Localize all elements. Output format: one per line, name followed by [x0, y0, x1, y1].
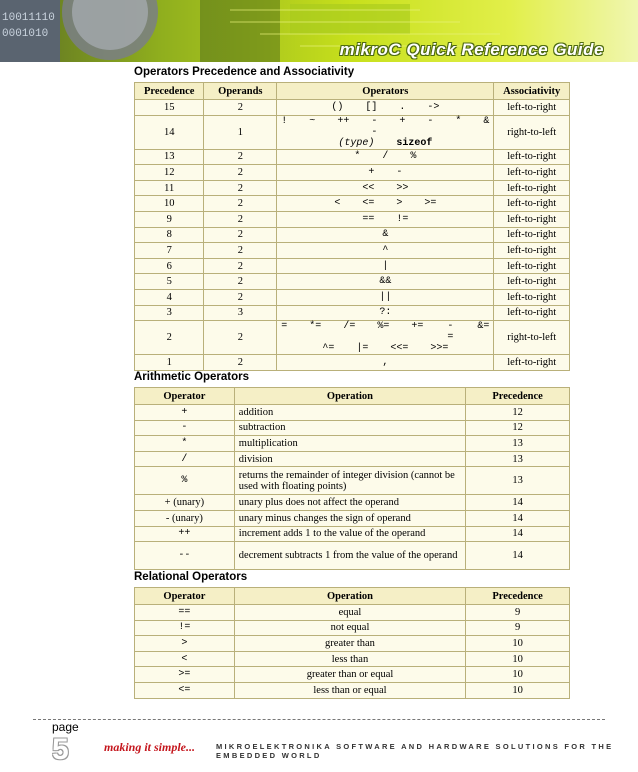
relational-table [134, 587, 570, 699]
table-row [135, 227, 570, 243]
operator-cell: % [135, 467, 235, 495]
operators-cell [277, 211, 494, 227]
operators-cell [277, 289, 494, 305]
operator-token: << [362, 182, 375, 194]
page-label: page [52, 720, 79, 734]
operator-line [281, 183, 489, 194]
operands-cell: 2 [204, 149, 277, 165]
operator-cell: != [135, 620, 235, 636]
operation-cell: not equal [234, 620, 465, 636]
precedence-cell: 12 [466, 405, 570, 421]
table-row [135, 636, 570, 652]
arithmetic-section-title: Arithmetic Operators [134, 371, 250, 383]
operands-cell: 1 [204, 115, 277, 149]
table-row [135, 605, 570, 621]
arithmetic-table [134, 387, 570, 570]
precedence-cell: 14 [466, 526, 570, 542]
table-header-row [135, 83, 570, 100]
operator-token: - [427, 115, 434, 127]
precedence-cell: 7 [135, 243, 204, 259]
operator-line [281, 276, 489, 287]
associativity-cell: left-to-right [494, 100, 570, 116]
operators-cell [277, 355, 494, 371]
precedence-cell: 10 [135, 196, 204, 212]
table-row [135, 258, 570, 274]
operator-token: + [368, 166, 375, 178]
column-header: Precedence [466, 388, 570, 405]
table-row [135, 436, 570, 452]
svg-text:0001010: 0001010 [2, 28, 49, 40]
table-row [135, 467, 570, 495]
precedence-cell: 10 [466, 636, 570, 652]
operator-line [281, 307, 489, 318]
operator-line [281, 261, 489, 272]
precedence-cell: 14 [466, 542, 570, 570]
table-row [135, 667, 570, 683]
operator-token: & [483, 115, 490, 127]
column-header: Precedence [466, 588, 570, 605]
operands-cell: 2 [204, 100, 277, 116]
operator-token: /= [343, 321, 356, 333]
table-row [135, 243, 570, 259]
operator-token: * [455, 115, 462, 127]
column-header: Operands [204, 83, 277, 100]
operator-token: ~ [309, 115, 316, 127]
operators-cell [277, 305, 494, 321]
operators-cell [277, 227, 494, 243]
table-row [135, 651, 570, 667]
operator-token: | [382, 260, 389, 272]
operation-cell: greater than [234, 636, 465, 652]
associativity-cell: left-to-right [494, 243, 570, 259]
table-row [135, 495, 570, 511]
operation-cell: subtraction [234, 420, 465, 436]
table-header-row [135, 588, 570, 605]
operator-cell: == [135, 605, 235, 621]
operator-token: () [331, 101, 344, 113]
precedence-cell: 14 [135, 115, 204, 149]
table-row [135, 211, 570, 227]
operation-cell: unary plus does not affect the operand [234, 495, 465, 511]
precedence-cell: 13 [466, 436, 570, 452]
table-row [135, 542, 570, 570]
operator-token: ^= [322, 343, 335, 355]
column-header: Operators [277, 83, 494, 100]
precedence-cell: 13 [135, 149, 204, 165]
operation-cell: increment adds 1 to the value of the operand [234, 526, 465, 542]
associativity-cell: right-to-left [494, 115, 570, 149]
operation-cell: multiplication [234, 436, 465, 452]
precedence-cell: 9 [466, 620, 570, 636]
svg-text:10011110: 10011110 [2, 12, 55, 24]
operator-token: + [399, 115, 406, 127]
operator-cell: - [135, 420, 235, 436]
operator-token: == [362, 213, 375, 225]
header-banner [0, 0, 638, 62]
operator-line [281, 138, 489, 149]
operator-token: , [382, 356, 389, 368]
associativity-cell: left-to-right [494, 274, 570, 290]
operators-cell [277, 165, 494, 181]
operation-cell: unary minus changes the sign of operand [234, 510, 465, 526]
operation-cell: decrement subtracts 1 from the value of the operand [234, 542, 465, 570]
table-header-row [135, 388, 570, 405]
precedence-cell: 3 [135, 305, 204, 321]
operator-token: -= [447, 321, 454, 344]
operator-token: -> [427, 101, 440, 113]
column-header: Operation [234, 388, 465, 405]
operator-token: sizeof [396, 137, 433, 149]
associativity-cell: left-to-right [494, 149, 570, 165]
operator-line [281, 102, 489, 113]
table-row [135, 165, 570, 181]
operators-cell [277, 274, 494, 290]
operands-cell: 2 [204, 258, 277, 274]
operator-line [281, 343, 489, 354]
associativity-cell: left-to-right [494, 180, 570, 196]
operation-cell: returns the remainder of integer division (cannot be used with floating points) [234, 467, 465, 495]
operands-cell: 2 [204, 180, 277, 196]
operator-line [281, 214, 489, 225]
operator-token: &= [477, 321, 490, 333]
table-row [135, 180, 570, 196]
operator-token: <= [362, 198, 375, 210]
operator-token: * [354, 151, 361, 163]
precedence-cell: 5 [135, 274, 204, 290]
associativity-cell: left-to-right [494, 305, 570, 321]
operator-token: [] [365, 101, 378, 113]
table-row [135, 405, 570, 421]
operation-cell: greater than or equal [234, 667, 465, 683]
operator-line [281, 151, 489, 162]
operator-token: += [411, 321, 424, 333]
operator-token: |= [356, 343, 369, 355]
precedence-cell: 15 [135, 100, 204, 116]
associativity-cell: left-to-right [494, 355, 570, 371]
precedence-cell: 10 [466, 667, 570, 683]
operator-cell: - (unary) [135, 510, 235, 526]
operands-cell: 2 [204, 211, 277, 227]
precedence-cell: 6 [135, 258, 204, 274]
table-row [135, 420, 570, 436]
precedence-cell: 12 [466, 420, 570, 436]
operator-line [281, 292, 489, 303]
table-row [135, 115, 570, 149]
operator-cell: + [135, 405, 235, 421]
operator-token: = [281, 321, 288, 333]
operator-token: ?: [379, 307, 392, 319]
precedence-cell: 13 [466, 451, 570, 467]
operands-cell: 2 [204, 165, 277, 181]
company-tagline: MIKROELEKTRONIKA SOFTWARE AND HARDWARE SOLUTIONS FOR THE EMBEDDED WORLD [216, 742, 614, 760]
operator-line [281, 229, 489, 240]
associativity-cell: left-to-right [494, 211, 570, 227]
associativity-cell: left-to-right [494, 165, 570, 181]
operators-cell [277, 100, 494, 116]
operation-cell: addition [234, 405, 465, 421]
operator-token: >> [396, 182, 409, 194]
operator-cell: / [135, 451, 235, 467]
operator-line [281, 321, 489, 343]
operators-cell [277, 196, 494, 212]
precedence-cell: 9 [135, 211, 204, 227]
table-row [135, 149, 570, 165]
operators-cell [277, 180, 494, 196]
operator-line [281, 198, 489, 209]
operator-line [281, 116, 489, 138]
precedence-section-title: Operators Precedence and Associativity [134, 66, 355, 78]
table-row [135, 526, 570, 542]
associativity-cell: right-to-left [494, 321, 570, 355]
guide-title: mikroC Quick Reference Guide [339, 40, 604, 59]
operation-cell: less than [234, 651, 465, 667]
operators-cell [277, 243, 494, 259]
table-row [135, 682, 570, 698]
operands-cell: 2 [204, 227, 277, 243]
operator-token: > [396, 198, 403, 210]
table-row [135, 196, 570, 212]
operands-cell: 2 [204, 289, 277, 305]
operator-line [281, 167, 489, 178]
precedence-cell: 4 [135, 289, 204, 305]
operators-cell [277, 149, 494, 165]
precedence-table [134, 82, 570, 371]
table-row [135, 355, 570, 371]
operator-token: - [396, 166, 403, 178]
column-header: Operator [135, 388, 235, 405]
precedence-cell: 8 [135, 227, 204, 243]
operators-cell [277, 258, 494, 274]
operators-cell [277, 115, 494, 149]
operation-cell: equal [234, 605, 465, 621]
column-header: Operation [234, 588, 465, 605]
associativity-cell: left-to-right [494, 227, 570, 243]
precedence-cell: 14 [466, 495, 570, 511]
operands-cell: 2 [204, 196, 277, 212]
precedence-cell: 1 [135, 355, 204, 371]
operator-token: % [410, 151, 417, 163]
table-row [135, 451, 570, 467]
operator-token: ! [281, 115, 288, 127]
operator-token: && [379, 276, 392, 288]
operator-token: != [396, 213, 409, 225]
operator-line [281, 245, 489, 256]
precedence-cell: 12 [135, 165, 204, 181]
table-row [135, 510, 570, 526]
page-number: 5 [52, 733, 69, 766]
footer-divider [33, 719, 605, 720]
operator-cell: ++ [135, 526, 235, 542]
operator-cell: > [135, 636, 235, 652]
operator-cell: >= [135, 667, 235, 683]
operator-token: >= [424, 198, 437, 210]
operator-token: || [379, 291, 392, 303]
relational-section-title: Relational Operators [134, 571, 248, 583]
precedence-cell: 10 [466, 682, 570, 698]
precedence-cell: 10 [466, 651, 570, 667]
table-row [135, 289, 570, 305]
precedence-cell: 11 [135, 180, 204, 196]
operator-token: ++ [337, 115, 350, 127]
operator-token: -- [371, 115, 378, 138]
slogan: making it simple... [104, 740, 196, 754]
operator-token: <<= [390, 343, 409, 355]
operators-cell [277, 321, 494, 355]
operator-token: (type) [338, 137, 375, 149]
associativity-cell: left-to-right [494, 289, 570, 305]
table-row [135, 321, 570, 355]
operands-cell: 2 [204, 274, 277, 290]
operator-token: . [399, 101, 406, 113]
table-row [135, 620, 570, 636]
operation-cell: division [234, 451, 465, 467]
operator-token: >>= [430, 343, 449, 355]
table-row [135, 100, 570, 116]
operator-token: %= [377, 321, 390, 333]
column-header: Operator [135, 588, 235, 605]
column-header: Associativity [494, 83, 570, 100]
operator-token: *= [309, 321, 322, 333]
operands-cell: 3 [204, 305, 277, 321]
precedence-cell: 14 [466, 510, 570, 526]
table-row [135, 274, 570, 290]
operands-cell: 2 [204, 355, 277, 371]
precedence-cell: 2 [135, 321, 204, 355]
operator-token: ^ [382, 244, 389, 256]
operator-cell: + (unary) [135, 495, 235, 511]
operator-cell: < [135, 651, 235, 667]
operands-cell: 2 [204, 321, 277, 355]
precedence-cell: 9 [466, 605, 570, 621]
column-header: Precedence [135, 83, 204, 100]
associativity-cell: left-to-right [494, 196, 570, 212]
operator-cell: * [135, 436, 235, 452]
associativity-cell: left-to-right [494, 258, 570, 274]
precedence-cell: 13 [466, 467, 570, 495]
operator-token: & [382, 229, 389, 241]
operands-cell: 2 [204, 243, 277, 259]
operator-token: < [334, 198, 341, 210]
operator-token: / [382, 151, 389, 163]
operator-cell: <= [135, 682, 235, 698]
operation-cell: less than or equal [234, 682, 465, 698]
table-row [135, 305, 570, 321]
operator-line [281, 357, 489, 368]
operator-cell: -- [135, 542, 235, 570]
